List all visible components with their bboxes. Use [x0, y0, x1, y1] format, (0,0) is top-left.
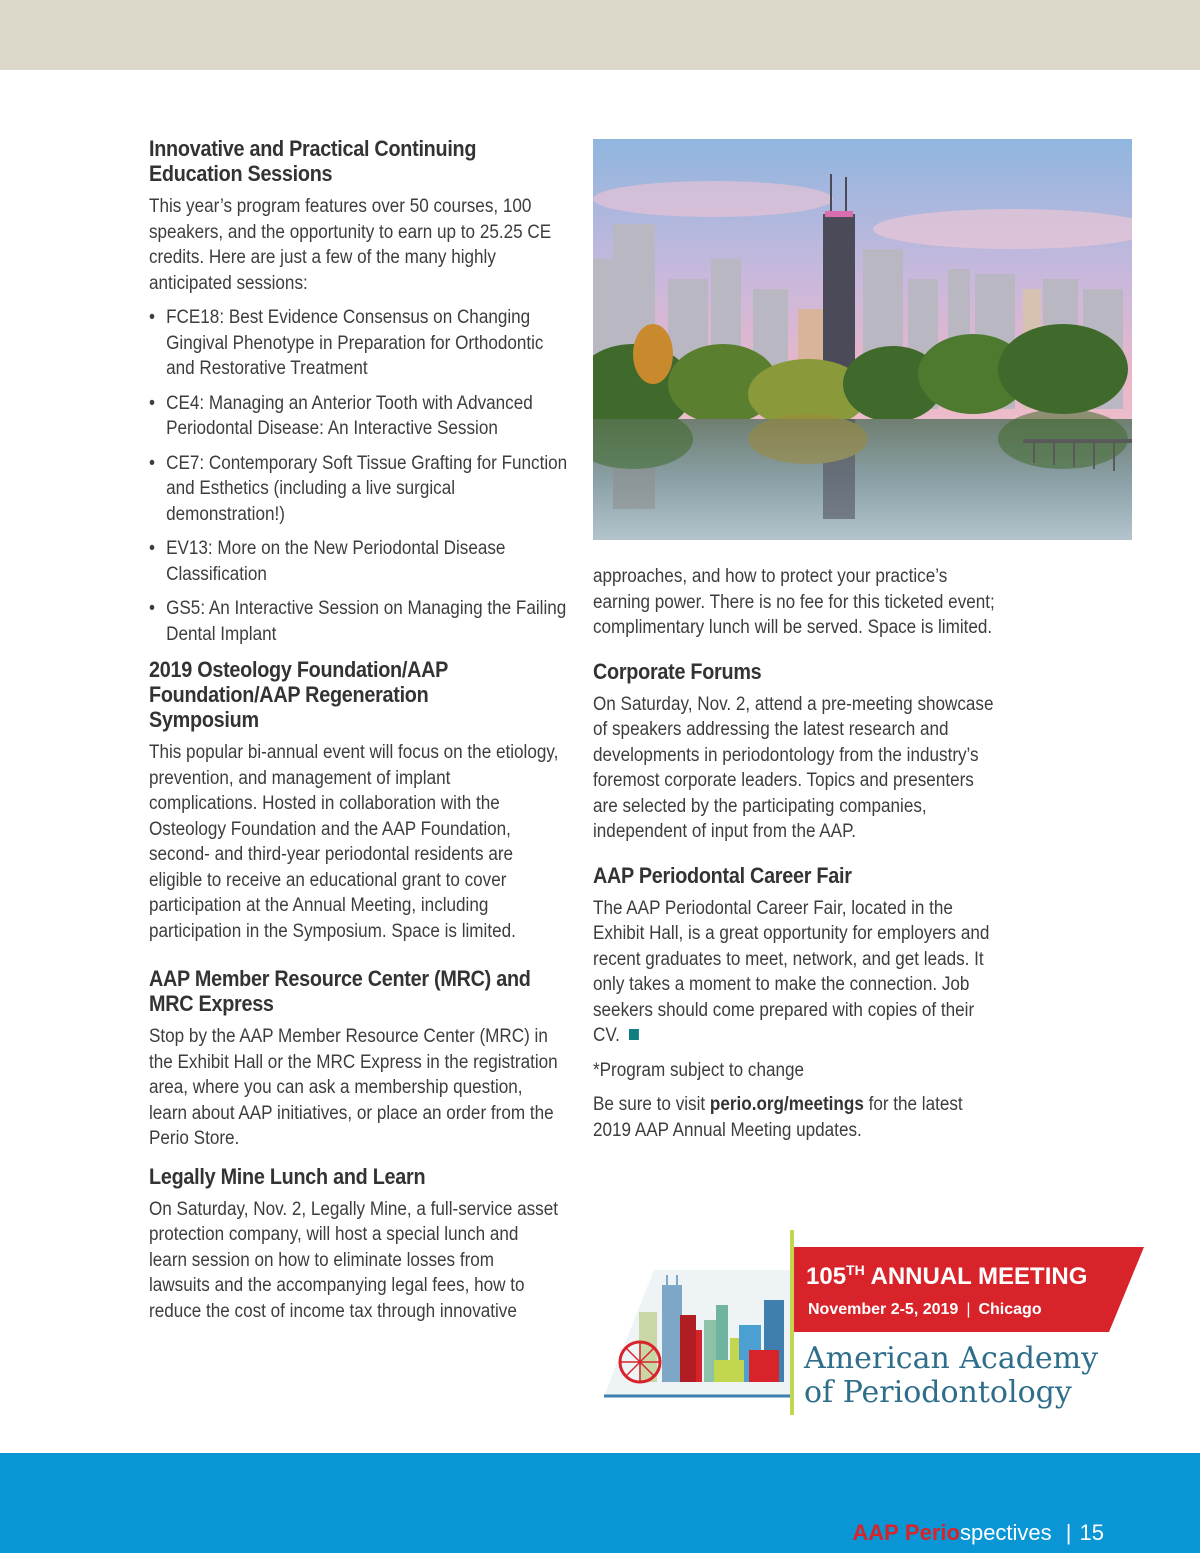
- meetings-link[interactable]: perio.org/meetings: [709, 1094, 864, 1115]
- footer-divider: |: [1065, 1520, 1072, 1545]
- bullet-icon: •: [149, 538, 155, 559]
- left-column: [149, 136, 568, 1324]
- svg-text:of Periodontology: of Periodontology: [804, 1375, 1072, 1410]
- program-note: *Program subject to change: [593, 1059, 805, 1081]
- section-title-ce-sessions: Innovative and Practical Continuing Education Sessions: [149, 136, 477, 186]
- list-item: • CE4: Managing an Anterior Tooth with Advanced Periodontal Disease: An Interactive Session: [149, 392, 533, 439]
- section-body-lunch-learn-cont: approaches, and how to protect your practice’s earning power. There is no fee for this ticketed event; complimentary lunch will be served. Space is limited.: [593, 566, 995, 638]
- svg-text:105TH ANNUAL MEETING: 105TH ANNUAL MEETING: [806, 1262, 1088, 1290]
- bullet-icon: •: [149, 598, 155, 619]
- bullet-icon: •: [149, 307, 155, 328]
- annual-meeting-logo: [604, 1230, 1149, 1420]
- section-title-career-fair: AAP Periodontal Career Fair: [593, 862, 852, 888]
- header-band: [0, 0, 1200, 70]
- page-number: 15: [1079, 1520, 1104, 1545]
- end-of-article-icon: [629, 1029, 639, 1040]
- section-title-symposium: 2019 Osteology Foundation/AAP Foundation/AAP Regeneration Symposium: [149, 657, 448, 732]
- section-title-corporate-forums: Corporate Forums: [593, 658, 762, 684]
- section-body-ce-sessions: This year’s program features over 50 courses, 100 speakers, and the opportunity to earn up to 25.25 CE credits. Here are just a few of the many highly anticipated sessions:: [149, 196, 552, 294]
- list-item: • CE7: Contemporary Soft Tissue Grafting for Function and Esthetics (including a live surgical demonstration!): [149, 452, 568, 525]
- right-column: [593, 564, 1003, 1143]
- visit-note: Be sure to visit perio.org/meetings for the latest 2019 AAP Annual Meeting updates.: [593, 1094, 963, 1141]
- section-body-mrc: Stop by the AAP Member Resource Center (MRC) in the Exhibit Hall or the MRC Express in the registration area, where you can ask a membership question, learn about AAP initiatives, or place an order from the Perio Store.: [149, 1026, 558, 1149]
- footer-brand-spectives: spectives: [959, 1520, 1052, 1545]
- svg-text:November 2-5, 2019|Chicago: November 2-5, 2019 | Chicago: [808, 1301, 1042, 1318]
- page-footer: [852, 1520, 1104, 1546]
- section-body-symposium: This popular bi-annual event will focus on the etiology, prevention, and management of implant complications. Hosted in collaboration with the Osteology Foundation and the AAP Foundation, second- and third-year periodontal residents are eligible to receive an educational grant to cover participation at the Annual Meeting, including participation in the Symposium. Space is limited.: [149, 742, 559, 942]
- footer-brand-perio: Perio: [904, 1520, 960, 1545]
- section-title-mrc: AAP Member Resource Center (MRC) and MRC Express: [149, 966, 531, 1016]
- section-body-career-fair: The AAP Periodontal Career Fair, located in the Exhibit Hall, is a great opportunity for employers and recent graduates to meet, network, and get leads. It only takes a moment to make the connection. Job seekers should come prepared with copies of their CV.: [593, 897, 990, 1046]
- section-body-lunch-learn: On Saturday, Nov. 2, Legally Mine, a full-service asset protection company, will host a special lunch and learn session on how to eliminate losses from lawsuits and the accompanying legal fees, how to reduce the cost of income tax through innovative: [149, 1198, 559, 1322]
- chicago-skyline-photo: [593, 139, 1132, 540]
- section-body-corporate-forums: On Saturday, Nov. 2, attend a pre-meeting showcase of speakers addressing the latest research and developments in periodontology from the industry’s foremost corporate leaders. Topics and presenters are selected by the participating companies, independent of input from the AAP.: [593, 693, 994, 842]
- list-item: • EV13: More on the New Periodontal Disease Classification: [149, 538, 506, 585]
- list-item: • FCE18: Best Evidence Consensus on Changing Gingival Phenotype in Preparation for Orthodontic and Restorative Treatment: [149, 307, 544, 379]
- bullet-icon: •: [149, 452, 155, 474]
- svg-text:American Academy: American Academy: [804, 1341, 1099, 1376]
- session-list: [149, 305, 568, 647]
- list-item: • GS5: An Interactive Session on Managing the Failing Dental Implant: [149, 598, 567, 645]
- bullet-icon: •: [149, 392, 155, 414]
- footer-brand-aap: AAP: [852, 1520, 899, 1545]
- section-title-lunch-learn: Legally Mine Lunch and Learn: [149, 1163, 426, 1189]
